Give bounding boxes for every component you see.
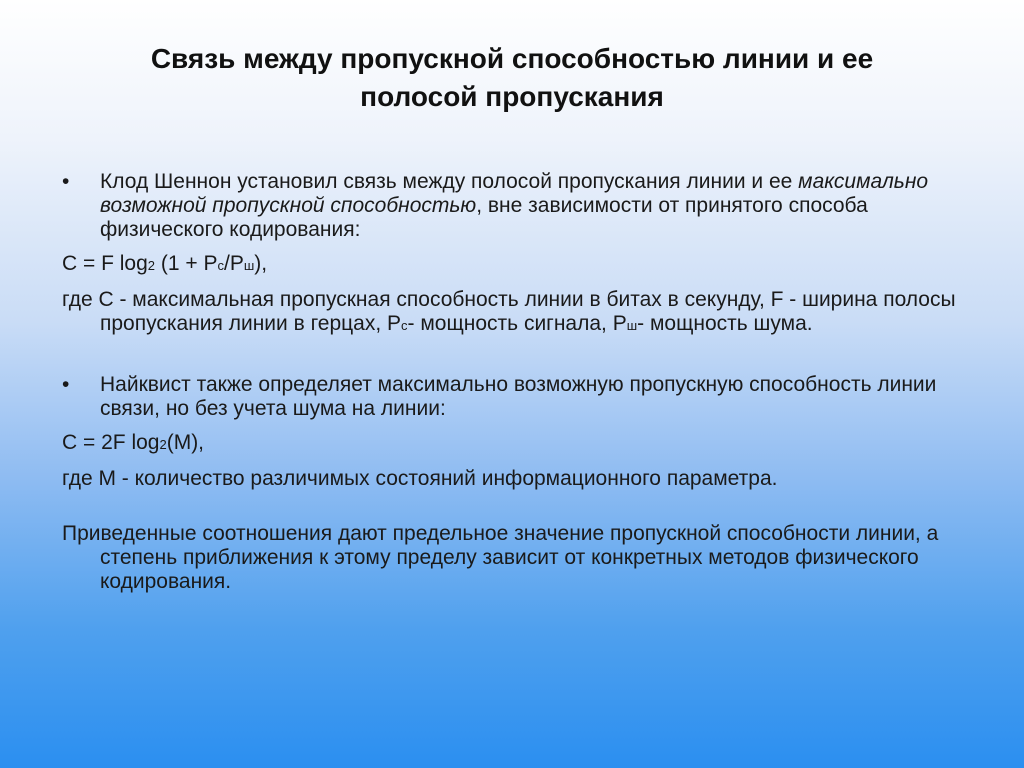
formula1-suffix: ),: [254, 252, 268, 275]
formula2-suffix: (M),: [166, 431, 205, 454]
where1-part1: где C - максимальная пропускная способность линии в битах в секунду, F - ширина полосы пропускания линии в герцах, P: [62, 288, 956, 335]
where1-sub-c: c: [401, 318, 408, 333]
nyquist-formula: [62, 431, 982, 457]
shannon-text-before: Клод Шеннон установил связь между полосой пропускания линии и ее: [100, 170, 793, 193]
formula1-sub-c: c: [217, 258, 224, 273]
shannon-text-after: , вне зависимости от принятого способа физического кодирования:: [100, 194, 868, 241]
shannon-bullet-item: [62, 170, 982, 242]
formula1-sub-sh: ш: [243, 258, 255, 273]
formula1-slash: /P: [223, 252, 244, 275]
nyquist-bullet-item: [62, 373, 982, 421]
where1-part2: - мощность сигнала, P: [407, 312, 627, 335]
shannon-formula: [62, 252, 982, 278]
slide-title-line-1: Связь между пропускной способностью линии и ее: [150, 43, 874, 74]
formula2-log-base: 2: [159, 437, 167, 452]
formula1-prefix: C = F log: [62, 252, 148, 275]
conclusion-text: Приведенные соотношения дают предельное значение пропускной способности линии, а степень приближения к этому пределу зависит от конкретных методов физического кодирования.: [62, 522, 939, 593]
shannon-emphasis: максимально возможной пропускной способностью: [100, 170, 929, 217]
where2-text: где M - количество различимых состояний информационного параметра.: [62, 467, 778, 490]
bullet-icon: •: [62, 170, 70, 193]
shannon-variables-explanation: [62, 288, 982, 338]
bullet-icon: •: [62, 373, 70, 396]
formula1-log-base: 2: [147, 258, 156, 273]
formula2-prefix: C = 2F log: [62, 431, 160, 454]
where1-part3: - мощность шума.: [637, 312, 813, 335]
nyquist-text: Найквист также определяет максимально возможную пропускную способность линии связи, но без учета шума на линии:: [100, 373, 937, 420]
conclusion-paragraph: [62, 522, 982, 594]
nyquist-variables-explanation: [62, 467, 982, 491]
slide-title: [40, 40, 984, 116]
formula1-middle: (1 + P: [155, 252, 218, 275]
slide-title-line-2: полосой пропускания: [360, 81, 664, 112]
slide-body: [62, 170, 982, 594]
where1-sub-sh: ш: [626, 318, 638, 333]
